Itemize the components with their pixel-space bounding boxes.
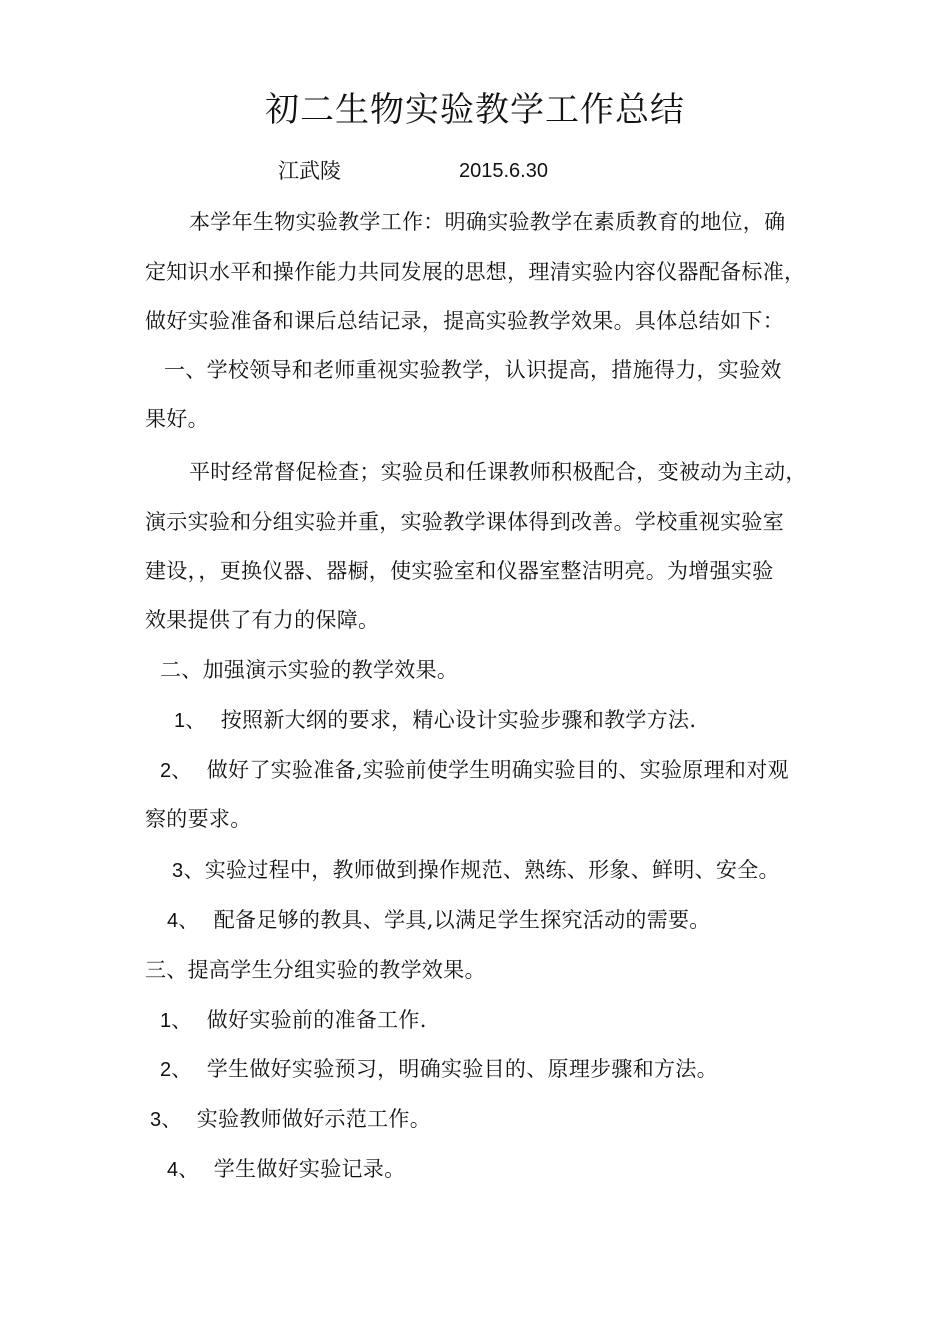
- item-text: 做好了实验准备,实验前使学生明确实验目的、实验原理和对观: [206, 758, 789, 782]
- item-number: 1、: [160, 1010, 192, 1032]
- item-text: 实验教师做好示范工作。: [196, 1107, 432, 1131]
- item-text: 做好实验前的准备工作.: [206, 1008, 427, 1032]
- section3-item-2: [160, 1054, 718, 1085]
- section1-body-line-3: 建设，，更换仪器、器橱，使实验室和仪器室整洁明亮。为增强实验: [145, 559, 774, 583]
- intro-line-1: 本学年生物实验教学工作：明确实验教学在素质教育的地位，确: [189, 210, 786, 234]
- item-text: 按照新大纲的要求，精心设计实验步骤和教学方法.: [220, 708, 697, 732]
- section2-item-2-continued: 察的要求。: [145, 807, 252, 831]
- item-number: 3: [172, 860, 184, 882]
- item-text: 配备足够的教具、学具,以满足学生探究活动的需要。: [213, 908, 711, 932]
- section2-item-1: [174, 705, 696, 736]
- section3-item-3: [150, 1104, 431, 1135]
- section2-item-2: [160, 755, 789, 786]
- author-name: 江武陵: [278, 159, 341, 183]
- item-number: 2、: [160, 760, 192, 782]
- document-date: 2015.6.30: [459, 160, 548, 182]
- item-text: 学生做好实验预习，明确实验目的、原理步骤和方法。: [206, 1057, 718, 1081]
- item-text: 、实验过程中，教师做到操作规范、熟练、形象、鲜明、安全。: [183, 858, 780, 882]
- item-number: 2、: [160, 1059, 192, 1081]
- section3-heading: 三、提高学生分组实验的教学效果。: [145, 958, 486, 982]
- section1-body-line-2: 演示实验和分组实验并重，实验教学课体得到改善。学校重视实验室: [145, 510, 784, 534]
- item-number: 1、: [174, 710, 206, 732]
- section2-item-3: [172, 855, 780, 886]
- section1-body-line-4: 效果提供了有力的保障。: [145, 608, 380, 632]
- item-number: 4、: [167, 910, 199, 932]
- section1-heading-line-1: 一、学校领导和老师重视实验教学，认识提高，措施得力，实验效: [164, 358, 782, 382]
- section2-heading: 二、加强演示实验的教学效果。: [160, 658, 459, 682]
- section3-item-4: [167, 1154, 405, 1185]
- section1-heading-line-2: 果好。: [145, 407, 209, 431]
- item-number: 4、: [167, 1159, 199, 1181]
- intro-line-2: 定知识水平和操作能力共同发展的思想，理清实验内容仪器配备标准，: [145, 260, 806, 284]
- section1-body-line-1: 平时经常督促检查；实验员和任课教师积极配合，变被动为主动，: [189, 460, 807, 484]
- item-number: 3、: [150, 1109, 182, 1131]
- item-text: 学生做好实验记录。: [213, 1157, 406, 1181]
- intro-line-3: 做好实验准备和课后总结记录，提高实验教学效果。具体总结如下：: [145, 309, 784, 333]
- document-title: 初二生物实验教学工作总结: [265, 90, 685, 130]
- byline: [278, 157, 548, 185]
- section3-item-1: [160, 1005, 427, 1036]
- section2-item-4: [167, 905, 711, 936]
